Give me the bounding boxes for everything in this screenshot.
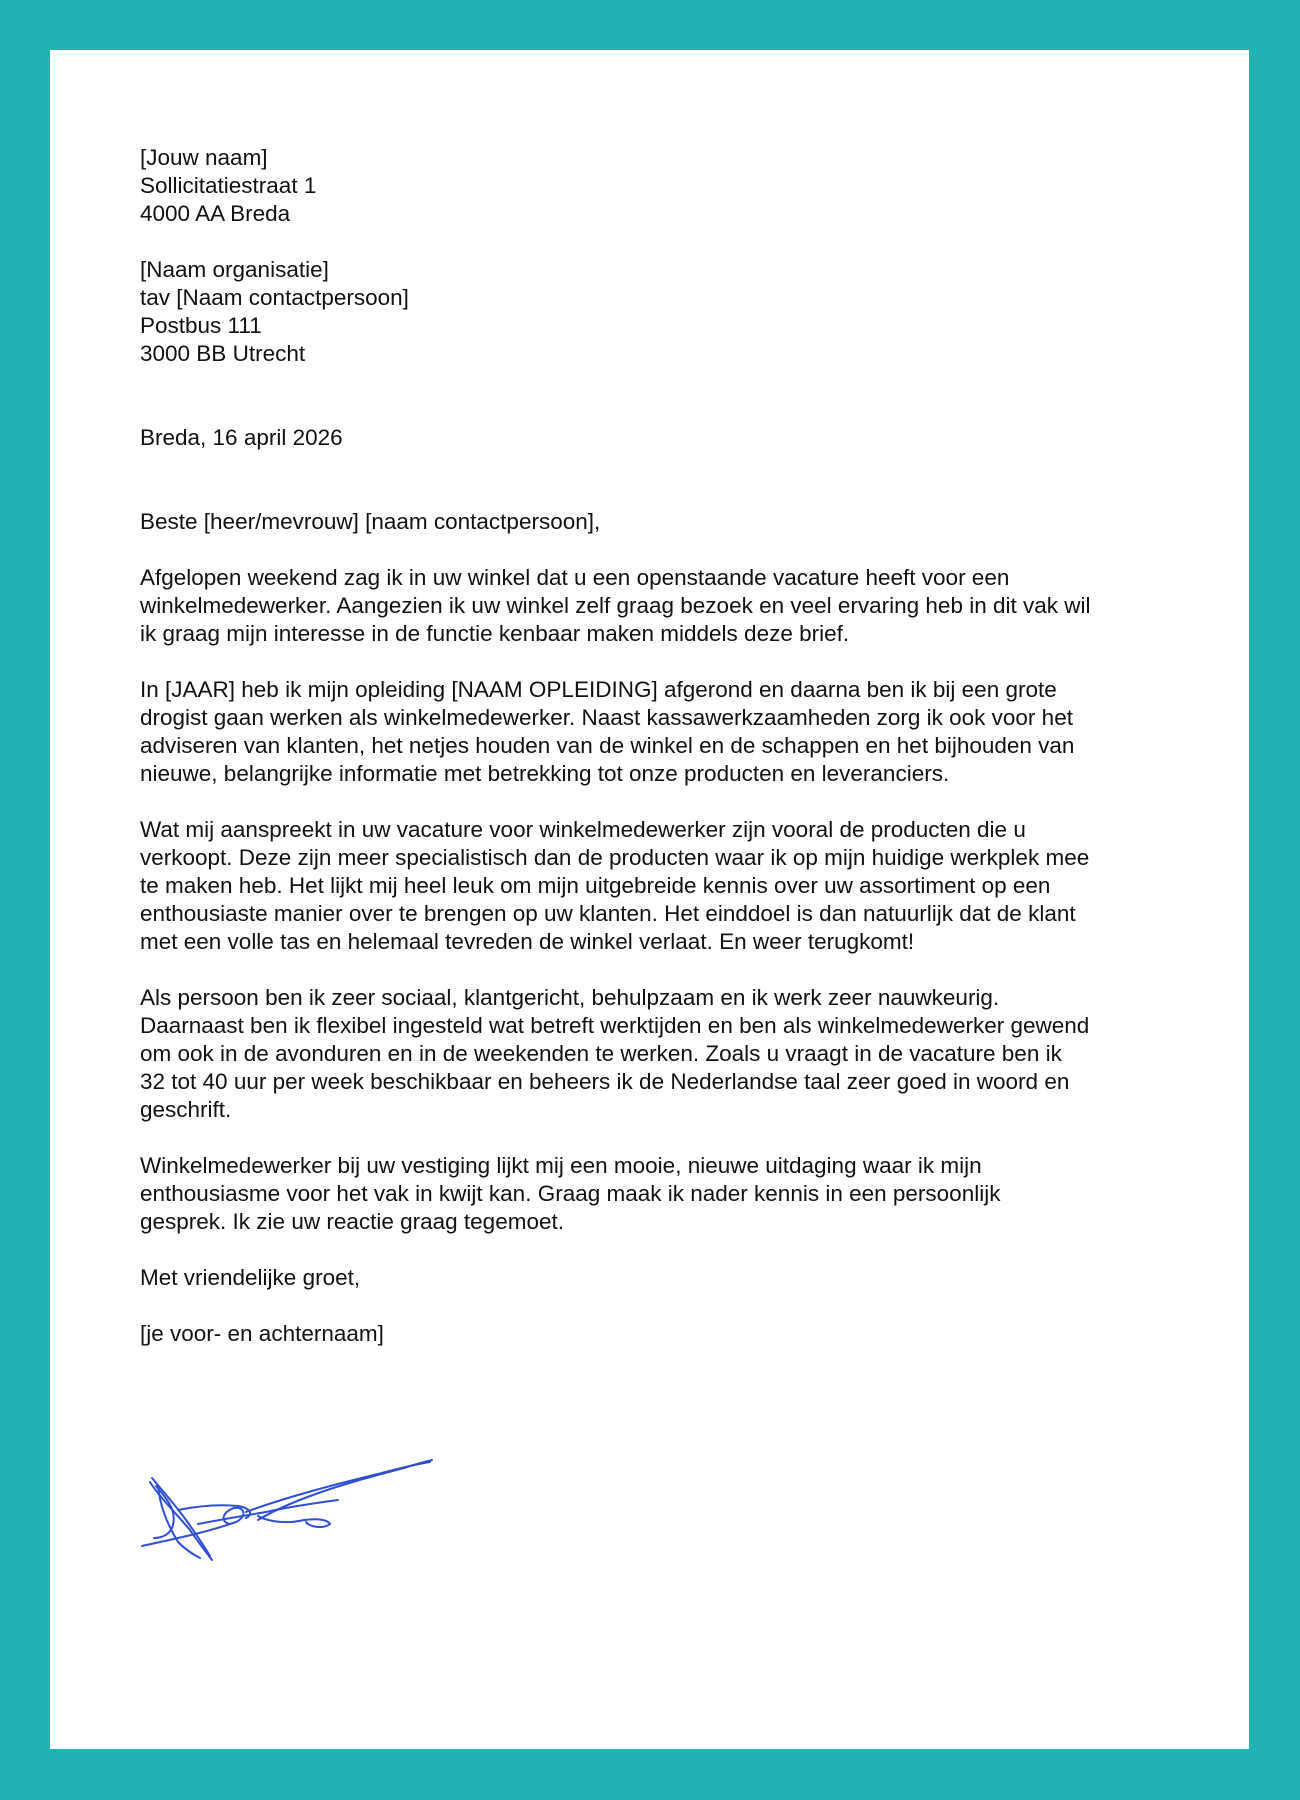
paragraph-line: Als persoon ben ik zeer sociaal, klantgericht, behulpzaam en ik werk zeer nauwkeurig.	[140, 985, 1000, 1010]
signoff-name: [je voor- en achternaam]	[140, 1321, 384, 1346]
paragraph-3	[140, 816, 1165, 956]
paragraph-line: adviseren van klanten, het netjes houden van de winkel en de schappen en het bijhouden van	[140, 733, 1075, 758]
closing-text: Met vriendelijke groet,	[140, 1265, 361, 1290]
recipient-attention: tav [Naam contactpersoon]	[140, 285, 409, 310]
signoff	[140, 1320, 1165, 1348]
paragraph-line: om ook in de avonduren en in de weekenden te werken. Zoals u vraagt in de vacature ben ik	[140, 1041, 1062, 1066]
salutation	[140, 508, 1165, 536]
paragraph-1	[140, 564, 1165, 648]
salutation-text: Beste [heer/mevrouw] [naam contactpersoon],	[140, 509, 601, 534]
paragraph-line: In [JAAR] heb ik mijn opleiding [NAAM OPLEIDING] afgerond en daarna ben ik bij een grote	[140, 677, 1057, 702]
letter-body	[140, 144, 1165, 1348]
date-text: Breda, 16 april 2026	[140, 425, 343, 450]
paragraph-line: Wat mij aanspreekt in uw vacature voor winkelmedewerker zijn vooral de producten die u	[140, 817, 1026, 842]
paragraph-5	[140, 1152, 1165, 1236]
paragraph-line: nieuwe, belangrijke informatie met betrekking tot onze producten en leveranciers.	[140, 761, 950, 786]
paragraph-line: gesprek. Ik zie uw reactie graag tegemoet.	[140, 1209, 564, 1234]
paragraph-4	[140, 984, 1165, 1124]
date-line	[140, 424, 1165, 452]
paragraph-line: met een volle tas en helemaal tevreden de winkel verlaat. En weer terugkomt!	[140, 929, 915, 954]
recipient-organisation: [Naam organisatie]	[140, 257, 329, 282]
paragraph-line: Afgelopen weekend zag ik in uw winkel dat u een openstaande vacature heeft voor een	[140, 565, 1010, 590]
recipient-postal-city: 3000 BB Utrecht	[140, 341, 306, 366]
handwritten-signature	[138, 1450, 458, 1570]
paragraph-line: drogist gaan werken als winkelmedewerker. Naast kassawerkzaamheden zorg ik ook voor het	[140, 705, 1073, 730]
paragraph-line: verkoopt. Deze zijn meer specialistisch dan de producten waar ik op mijn huidige werkplek mee	[140, 845, 1090, 870]
closing	[140, 1264, 1165, 1292]
sender-postal-city: 4000 AA Breda	[140, 201, 291, 226]
paragraph-line: te maken heb. Het lijkt mij heel leuk om mijn uitgebreide kennis over uw assortiment op een	[140, 873, 1051, 898]
recipient-po-box: Postbus 111	[140, 313, 262, 338]
paragraph-line: Winkelmedewerker bij uw vestiging lijkt mij een mooie, nieuwe uitdaging waar ik mijn	[140, 1153, 982, 1178]
sender-street: Sollicitatiestraat 1	[140, 173, 317, 198]
paragraph-line: Daarnaast ben ik flexibel ingesteld wat betreft werktijden en ben als winkelmedewerker gewend	[140, 1013, 1090, 1038]
recipient-address	[140, 256, 1165, 368]
paragraph-line: enthousiaste manier over te brengen op uw klanten. Het einddoel is dan natuurlijk dat de klant	[140, 901, 1076, 926]
sender-address	[140, 144, 1165, 228]
paragraph-line: 32 tot 40 uur per week beschikbaar en beheers ik de Nederlandse taal zeer goed in woord en	[140, 1069, 1070, 1094]
paragraph-line: ik graag mijn interesse in de functie kenbaar maken middels deze brief.	[140, 621, 850, 646]
paragraph-line: winkelmedewerker. Aangezien ik uw winkel zelf graag bezoek en veel ervaring heb in dit vak wil	[140, 593, 1091, 618]
paragraph-line: geschrift.	[140, 1097, 232, 1122]
paragraph-2	[140, 676, 1165, 788]
paragraph-line: enthousiasme voor het vak in kwijt kan. Graag maak ik nader kennis in een persoonlijk	[140, 1181, 1001, 1206]
sender-name: [Jouw naam]	[140, 145, 268, 170]
